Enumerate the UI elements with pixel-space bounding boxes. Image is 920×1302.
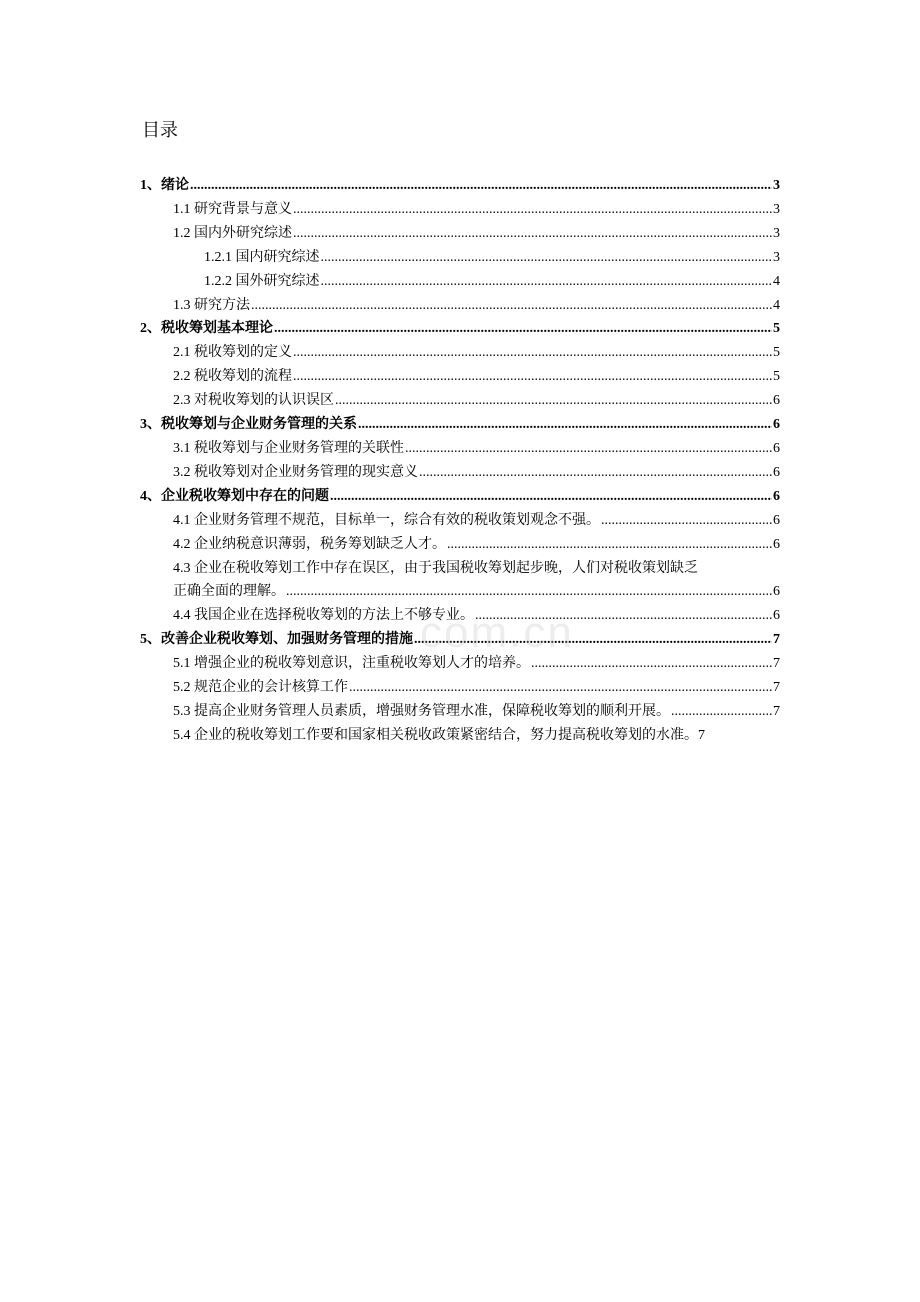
dot-leader	[405, 437, 772, 461]
toc-page-number: 6	[773, 536, 780, 552]
toc-entry-line	[140, 485, 780, 509]
toc-entry-line	[173, 700, 780, 724]
table-of-contents	[140, 174, 780, 748]
toc-entry-text: 1.1 研究背景与意义	[173, 201, 292, 217]
toc-entry-text: 4.1 企业财务管理不规范，目标单一，综合有效的税收策划观念不强。	[173, 512, 600, 528]
toc-entry-line	[173, 294, 780, 318]
dot-leader	[447, 533, 772, 557]
toc-entry-line	[173, 652, 780, 676]
toc-entry-text: 4.4 我国企业在选择税收筹划的方法上不够专业。	[173, 608, 474, 624]
toc-entry[interactable]	[140, 222, 780, 246]
toc-entry[interactable]	[140, 628, 780, 652]
toc-page-number: 6	[773, 608, 780, 624]
dot-leader	[330, 485, 772, 509]
toc-entry-text: 4、企业税收筹划中存在的问题	[140, 488, 329, 504]
toc-entry-line	[173, 533, 780, 557]
toc-entry-text: 3.2 税收筹划对企业财务管理的现实意义	[173, 464, 418, 480]
toc-entry[interactable]	[140, 341, 780, 365]
toc-entry[interactable]	[140, 317, 780, 341]
toc-entry-line	[173, 198, 780, 222]
dot-leader	[251, 294, 772, 318]
toc-entry-text: 正确全面的理解。	[173, 584, 285, 600]
toc-page-number: 3	[773, 225, 780, 241]
toc-entry[interactable]	[140, 724, 780, 748]
toc-entry-text: 5.1 增强企业的税收筹划意识，注重税收筹划人才的培养。	[173, 656, 530, 672]
toc-page-number: 5	[773, 321, 780, 337]
toc-entry[interactable]	[140, 294, 780, 318]
toc-entry-text: 1.3 研究方法	[173, 297, 250, 313]
toc-entry-line	[140, 628, 780, 652]
toc-entry[interactable]	[140, 604, 780, 628]
toc-entry-line	[173, 365, 780, 389]
toc-entry-text: 4.2 企业纳税意识薄弱，税务筹划缺乏人才。	[173, 536, 446, 552]
toc-entry-line	[140, 413, 780, 437]
dot-leader	[358, 413, 772, 437]
toc-entry[interactable]	[140, 461, 780, 485]
toc-entry-line	[173, 580, 780, 604]
dot-leader	[335, 389, 772, 413]
toc-entry[interactable]	[140, 437, 780, 461]
toc-entry-line	[140, 174, 780, 198]
dot-leader	[475, 604, 772, 628]
toc-page-number: 7	[773, 680, 780, 696]
toc-entry-line	[204, 246, 780, 270]
toc-entry-text: 2.1 税收筹划的定义	[173, 345, 292, 361]
toc-entry[interactable]	[140, 246, 780, 270]
toc-entry-text: 2.2 税收筹划的流程	[173, 369, 292, 385]
toc-entry[interactable]	[140, 389, 780, 413]
dot-leader	[293, 341, 772, 365]
dot-leader	[286, 580, 772, 604]
toc-page-number: 6	[773, 512, 780, 528]
toc-entry[interactable]	[140, 700, 780, 724]
watermark: com.cn	[420, 608, 574, 657]
toc-page-number: 6	[773, 488, 780, 504]
toc-entry-line	[173, 676, 780, 700]
toc-entry-text: 2.3 对税收筹划的认识误区	[173, 393, 334, 409]
toc-entry-text: 3.1 税收筹划与企业财务管理的关联性	[173, 440, 404, 456]
dot-leader	[293, 222, 772, 246]
toc-entry[interactable]	[140, 509, 780, 533]
toc-entry[interactable]	[140, 413, 780, 437]
toc-page-number: 6	[773, 393, 780, 409]
toc-page-number: 6	[773, 584, 780, 600]
toc-entry[interactable]	[140, 485, 780, 509]
toc-entry-line	[140, 317, 780, 341]
toc-entry-line	[173, 461, 780, 485]
dot-leader	[274, 317, 772, 341]
toc-title: 目录	[142, 120, 178, 140]
dot-leader	[293, 198, 772, 222]
toc-entry-text: 2、税收筹划基本理论	[140, 321, 273, 337]
dot-leader	[349, 676, 772, 700]
toc-entry-text-line1: 4.3 企业在税收筹划工作中存在误区，由于我国税收筹划起步晚，人们对税收策划缺乏	[173, 560, 698, 576]
toc-page-number: 7	[773, 632, 780, 648]
toc-page-number: 7	[698, 727, 705, 743]
toc-entry[interactable]	[140, 365, 780, 389]
dot-leader	[321, 270, 773, 294]
dot-leader	[419, 461, 772, 485]
toc-entry-text: 3、税收筹划与企业财务管理的关系	[140, 417, 357, 433]
toc-page-number: 4	[773, 297, 780, 313]
toc-page-number: 7	[773, 656, 780, 672]
dot-leader	[601, 509, 772, 533]
dot-leader	[190, 174, 772, 198]
toc-page-number: 7	[773, 703, 780, 719]
toc-entry[interactable]	[140, 533, 780, 557]
toc-page-number: 5	[773, 369, 780, 385]
toc-entry-text: 5.2 规范企业的会计核算工作	[173, 680, 348, 696]
toc-entry-text: 5.3 提高企业财务管理人员素质，增强财务管理水准，保障税收筹划的顺利开展。	[173, 703, 670, 719]
toc-entry-line	[173, 437, 780, 461]
toc-entry-line	[173, 222, 780, 246]
toc-page-number: 6	[773, 417, 780, 433]
toc-entry-text: 1、绪论	[140, 178, 189, 193]
toc-entry-text: 5、改善企业税收筹划、加强财务管理的措施	[140, 632, 413, 648]
toc-page-number: 3	[773, 178, 780, 193]
toc-entry-text: 5.4 企业的税收筹划工作要和国家相关税收政策紧密结合，努力提高税收筹划的水准。	[173, 727, 698, 743]
dot-leader	[531, 652, 772, 676]
toc-page-number: 4	[773, 273, 780, 289]
toc-entry-line	[173, 341, 780, 365]
toc-entry-line	[173, 724, 780, 748]
toc-page-number: 3	[773, 249, 780, 265]
toc-entry-line	[173, 604, 780, 628]
toc-page-number: 5	[773, 345, 780, 361]
toc-entry-text: 1.2.2 国外研究综述	[204, 273, 320, 289]
toc-entry-line	[173, 509, 780, 533]
toc-entry-text: 1.2 国内外研究综述	[173, 225, 292, 241]
toc-entry[interactable]	[140, 198, 780, 222]
toc-entry[interactable]	[140, 174, 780, 198]
dot-leader	[414, 628, 772, 652]
toc-entry[interactable]	[140, 652, 780, 676]
toc-page-number: 6	[773, 440, 780, 456]
toc-page-number: 6	[773, 464, 780, 480]
toc-entry[interactable]	[140, 270, 780, 294]
toc-page-number: 3	[773, 201, 780, 217]
dot-leader	[321, 246, 773, 270]
toc-entry[interactable]	[140, 676, 780, 700]
dot-leader	[293, 365, 772, 389]
toc-entry-line	[173, 389, 780, 413]
dot-leader	[671, 700, 772, 724]
toc-entry[interactable]	[140, 557, 780, 605]
toc-entry-text: 1.2.1 国内研究综述	[204, 249, 320, 265]
toc-entry-line	[204, 270, 780, 294]
